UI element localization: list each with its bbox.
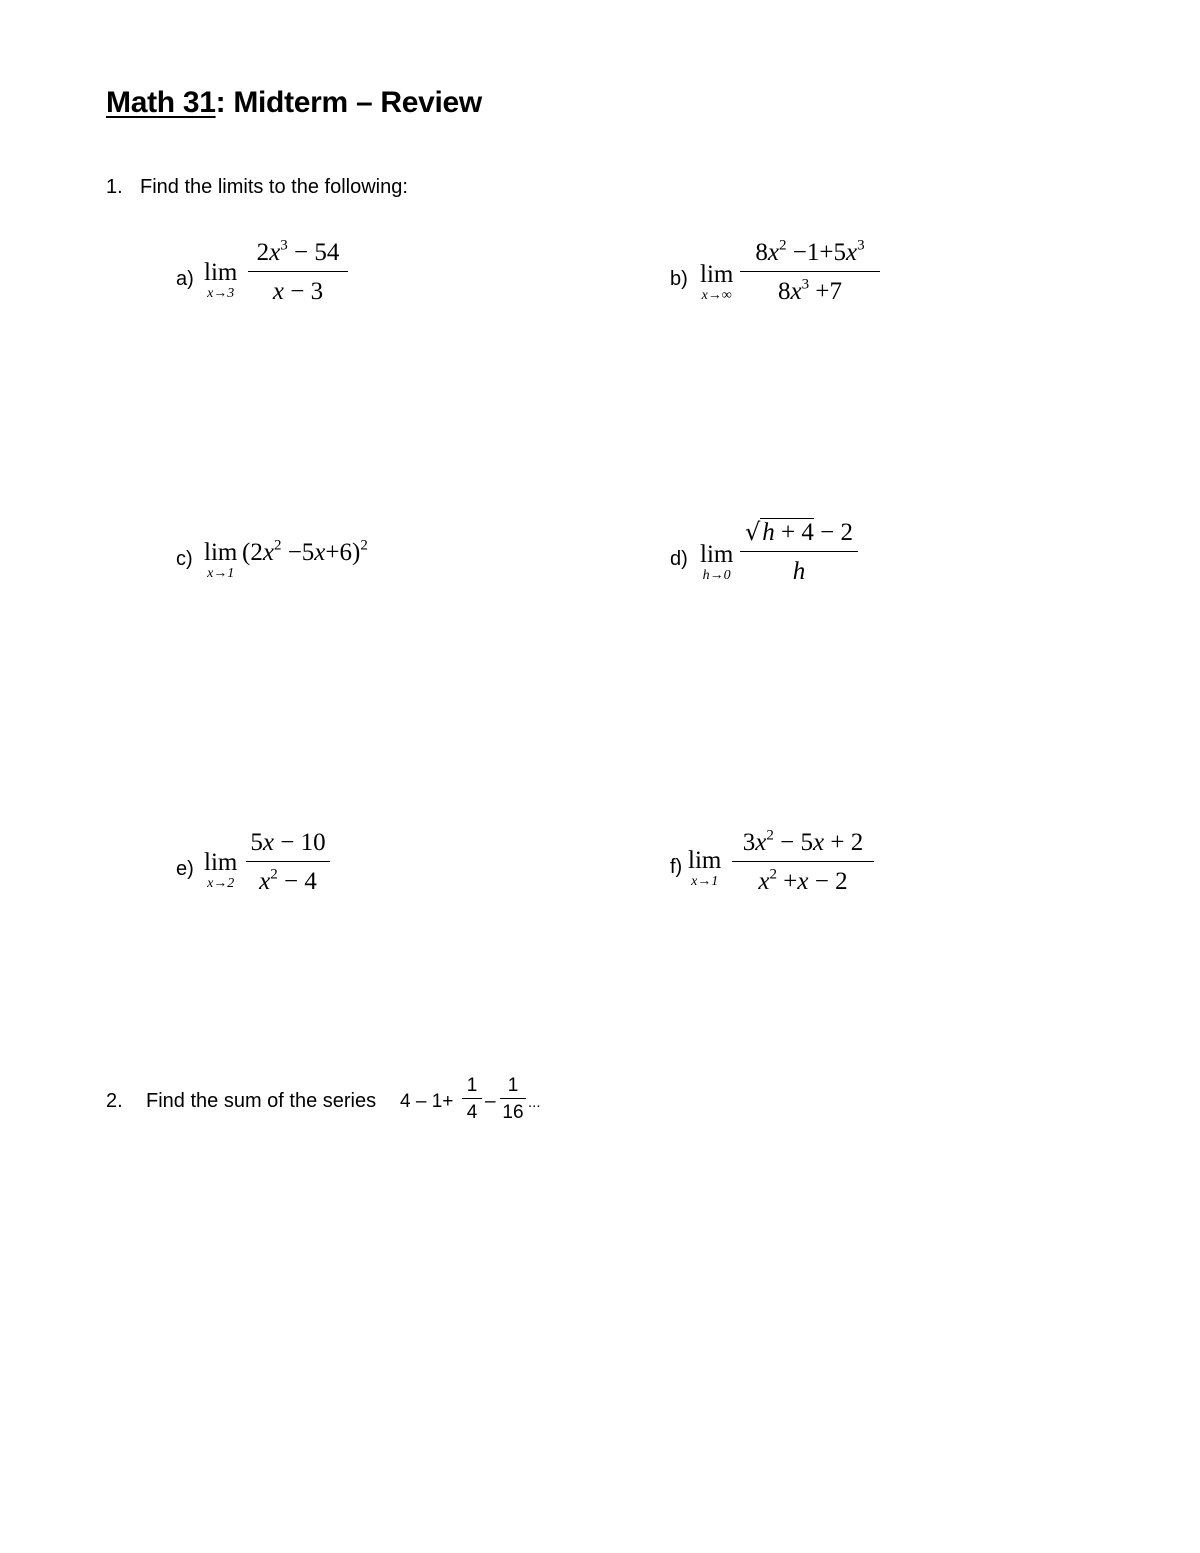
problem-a-fraction [248, 237, 348, 305]
problem-e-label: e) [176, 858, 194, 880]
fraction-bar [500, 1098, 526, 1099]
lim-subscript: x→3 [207, 286, 235, 301]
question-2-text: Find the sum of the series [146, 1090, 377, 1112]
series-fraction-1-den: 4 [466, 1102, 478, 1123]
page-title [106, 86, 482, 120]
problem-a-label: a) [176, 268, 194, 290]
series-fraction-1-num: 1 [466, 1075, 478, 1096]
problem-f-label: f) [670, 856, 683, 878]
lim-word: lim [204, 539, 238, 566]
problem-c-lim [204, 540, 237, 581]
lim-subscript: x→∞ [701, 288, 732, 303]
lim-subscript: h→0 [702, 568, 731, 583]
question-1 [106, 176, 408, 199]
problem-e-fraction [246, 830, 330, 894]
problem-d-lim [700, 542, 733, 583]
numerator: $2x^3 - 54$ [256, 237, 340, 266]
question-2-number: 2. [106, 1090, 123, 1112]
fraction-bar [246, 861, 330, 862]
numerator: $8x^2 -1+5x^3$ [755, 237, 865, 266]
series-fraction-2-den: 16 [502, 1102, 524, 1123]
lim-word: lim [204, 849, 238, 876]
problem-d-label: d) [670, 548, 688, 570]
lim-subscript: x→1 [691, 874, 719, 889]
problem-c-label: c) [176, 548, 193, 570]
problem-f-fraction [732, 827, 874, 895]
fraction-bar [462, 1098, 482, 1099]
series-ellipsis: ... [528, 1094, 541, 1111]
lim-word: lim [700, 261, 734, 288]
lim-subscript: x→1 [207, 566, 235, 581]
lim-word: lim [204, 259, 238, 286]
title-rest: : Midterm – Review [215, 86, 482, 119]
series-fraction-2 [500, 1076, 526, 1122]
fraction-bar [732, 861, 874, 862]
fraction-bar [248, 271, 348, 272]
lim-word: lim [700, 541, 734, 568]
problem-c-expression: $(2x^2 -5x+6)^2$ [242, 537, 368, 566]
denominator: $x^2 +x - 2$ [758, 866, 848, 895]
series-minus: – [485, 1091, 496, 1112]
series-prefix: 4 – 1+ [400, 1091, 454, 1112]
denominator: x − 3 [272, 278, 324, 305]
numerator: √h + 4 − 2 [744, 518, 853, 546]
fraction-bar [740, 271, 880, 272]
problem-a-lim [204, 260, 237, 301]
series-fraction-2-num: 1 [507, 1075, 519, 1096]
question-2 [106, 1090, 376, 1113]
course-name: Math 31 [106, 86, 216, 119]
problem-b-fraction [740, 237, 880, 305]
denominator: h [792, 558, 806, 585]
fraction-bar [740, 551, 858, 552]
denominator: $8x^3 +7$ [778, 276, 842, 305]
series-fraction-1 [462, 1076, 482, 1122]
problem-b-lim [700, 262, 733, 303]
problem-e-lim [204, 850, 237, 891]
lim-word: lim [688, 847, 722, 874]
question-1-text: Find the limits to the following: [140, 176, 408, 198]
problem-f-lim [688, 848, 721, 889]
question-1-number: 1. [106, 176, 123, 198]
numerator: $3x^2 - 5x + 2$ [742, 827, 864, 856]
denominator: $x^2 - 4$ [259, 866, 317, 895]
numerator: 5x − 10 [250, 829, 326, 856]
lim-subscript: x→2 [207, 876, 235, 891]
problem-d-fraction [740, 520, 858, 584]
problem-b-label: b) [670, 268, 688, 290]
